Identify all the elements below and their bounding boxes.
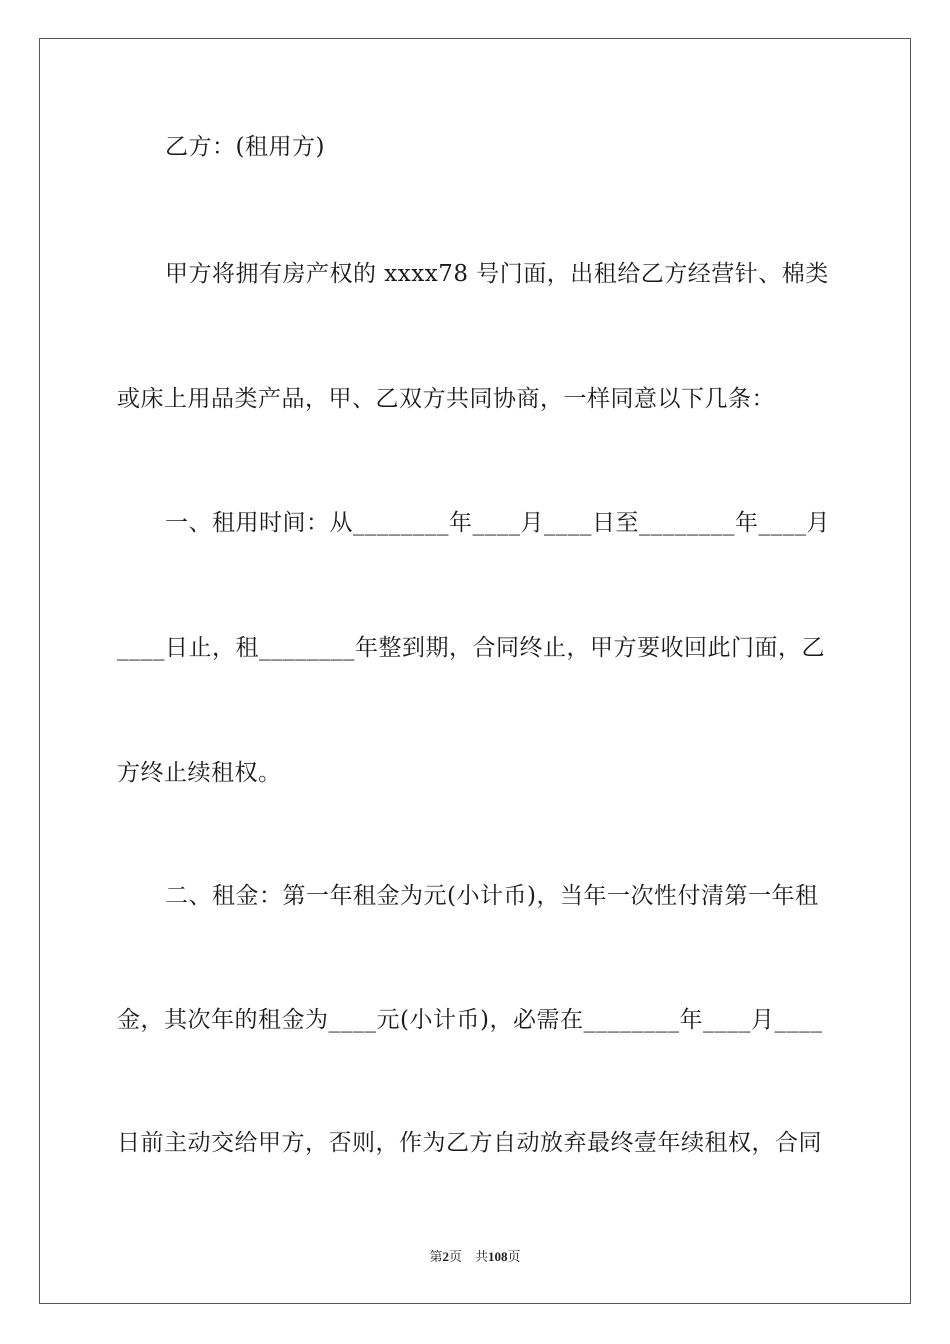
- text-line-5: ____日止，租________年整到期，合同终止，甲方要收回此门面，乙: [117, 635, 825, 661]
- footer-page-suffix: 页: [448, 1249, 462, 1264]
- text-line-2: 甲方将拥有房产权的 xxxx78 号门面，出租给乙方经营针、棉类: [165, 261, 829, 287]
- text-line-6: 方终止续租权。: [117, 760, 282, 786]
- footer-page-number: 2: [442, 1249, 449, 1264]
- text-line-8: 金，其次年的租金为____元(小计币)，必需在________年____月____: [117, 1007, 823, 1033]
- footer-total-prefix: 共: [475, 1249, 489, 1264]
- text-line-9: 日前主动交给甲方，否则，作为乙方自动放弃最终壹年续租权，合同: [117, 1130, 822, 1156]
- text-line-7: 二、租金：第一年租金为元(小计币)，当年一次性付清第一年租: [165, 883, 819, 909]
- footer-page-prefix: 第: [429, 1249, 443, 1264]
- page-frame: [39, 38, 911, 1304]
- text-line-4: 一、租用时间：从________年____月____日至________年____月: [165, 510, 830, 536]
- text-line-1: 乙方：(租用方): [165, 134, 325, 160]
- footer-total-suffix: 页: [507, 1249, 521, 1264]
- text-line-3: 或床上用品类产品，甲、乙双方共同协商，一样同意以下几条：: [117, 386, 775, 412]
- footer-total-pages: 108: [488, 1249, 508, 1264]
- page-footer: [0, 1246, 950, 1265]
